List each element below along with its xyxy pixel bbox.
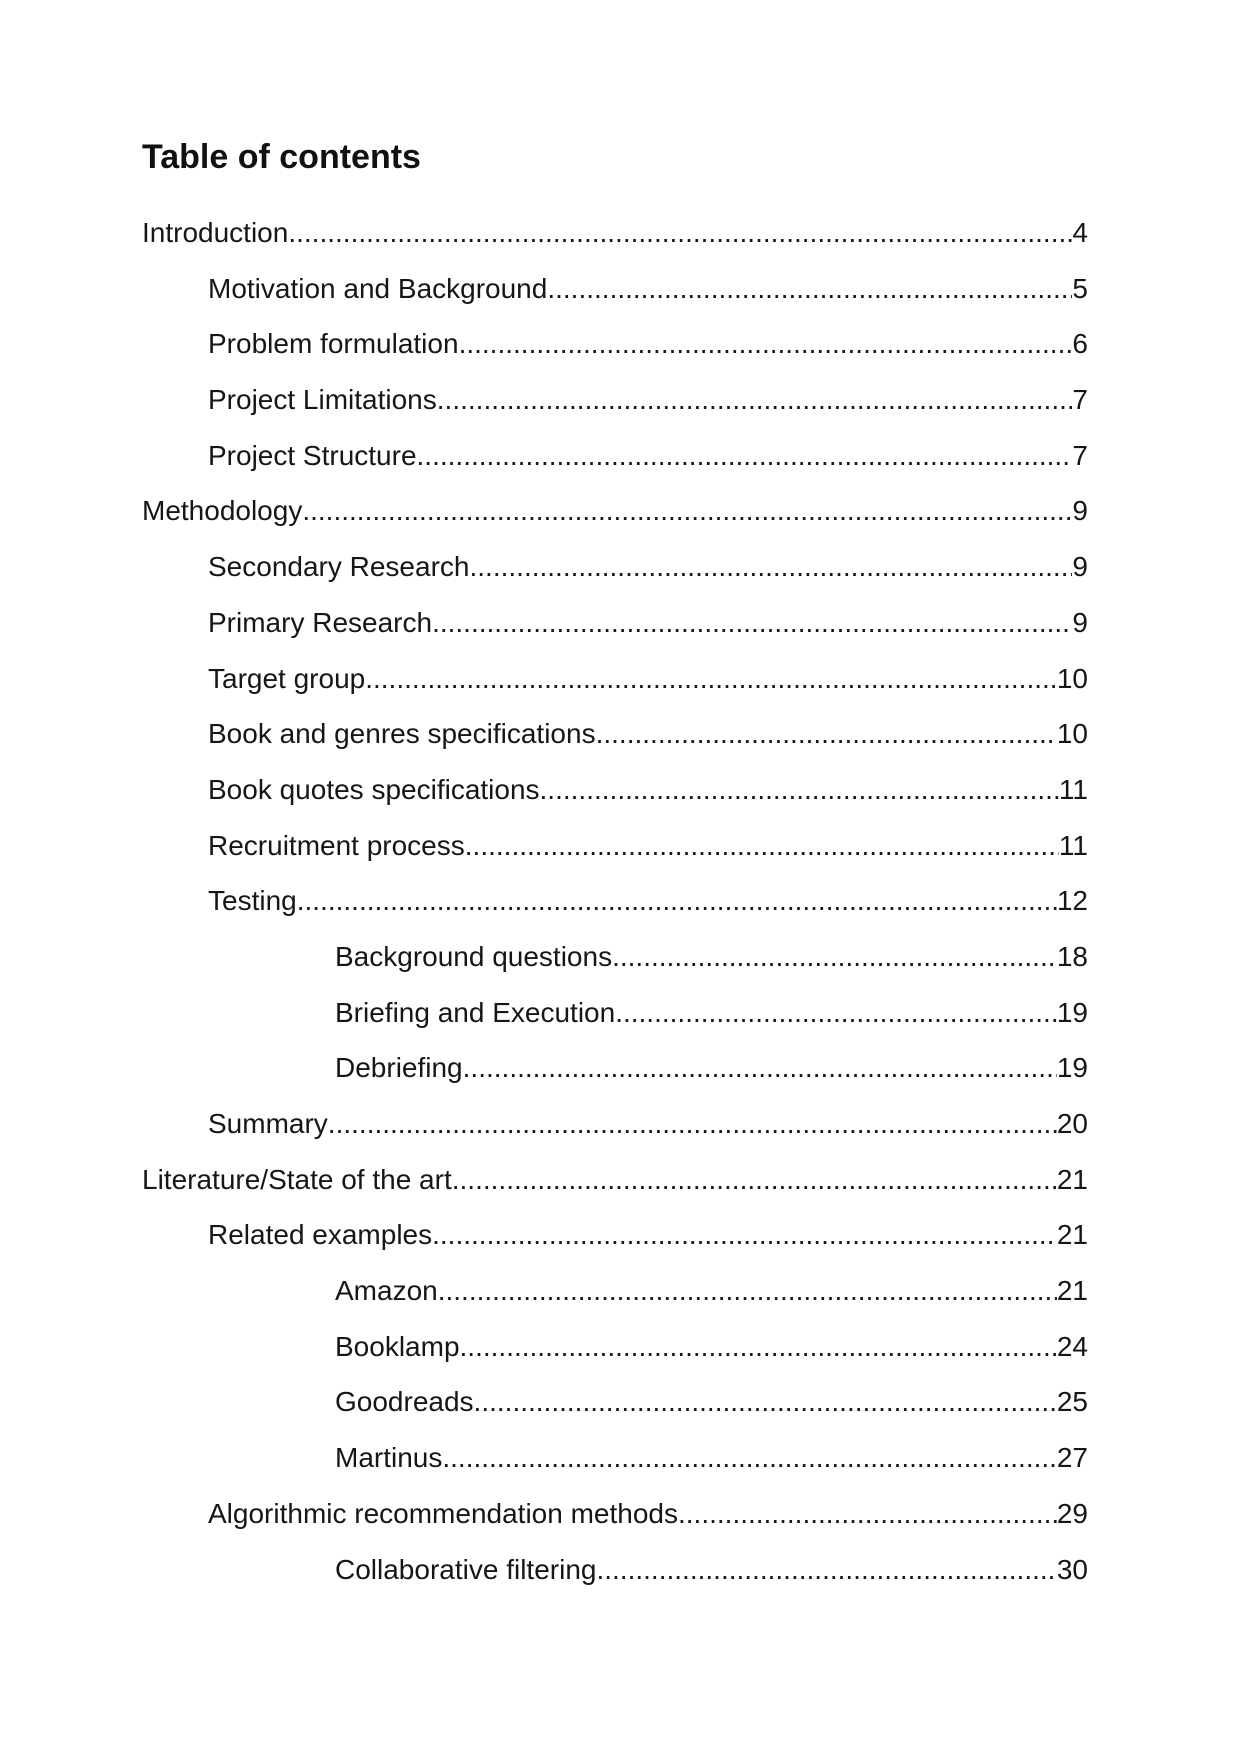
toc-entry-label: Project Limitations (208, 384, 437, 416)
toc-entry-label: Target group (208, 662, 366, 694)
toc-entry-label: Briefing and Execution (335, 996, 616, 1028)
toc-leader-dots (432, 1207, 1057, 1263)
toc-leader-dots (297, 873, 1057, 929)
toc-leader-dots (596, 1542, 1056, 1598)
toc-entry (142, 873, 1088, 929)
toc-leader-dots (365, 651, 1057, 707)
toc-leader-dots (474, 1374, 1057, 1430)
toc-entry (142, 1542, 1088, 1598)
toc-entry-page: 9 (1072, 551, 1088, 583)
toc-entry (142, 1263, 1088, 1319)
toc-entry-label: Recruitment process (208, 829, 465, 861)
toc-entry-page: 6 (1072, 328, 1088, 360)
toc-entry-label: Algorithmic recommendation methods (208, 1497, 678, 1529)
toc-entry (142, 1207, 1088, 1263)
toc-entry-label: Collaborative filtering (335, 1553, 597, 1585)
toc-entry-label: Motivation and Background (208, 272, 548, 304)
toc-entry-label: Project Structure (208, 439, 417, 471)
toc-list (142, 205, 1088, 1597)
toc-entry (142, 706, 1088, 762)
toc-entry (142, 316, 1088, 372)
toc-leader-dots (540, 762, 1059, 818)
toc-leader-dots (437, 372, 1073, 428)
toc-entry (142, 595, 1088, 651)
toc-entry-page: 7 (1072, 439, 1088, 471)
toc-leader-dots (465, 818, 1059, 874)
toc-leader-dots (596, 706, 1057, 762)
toc-entry (142, 1374, 1088, 1430)
toc-leader-dots (463, 1040, 1057, 1096)
toc-leader-dots (288, 205, 1072, 261)
toc-entry (142, 1430, 1088, 1486)
toc-entry-page: 20 (1056, 1108, 1088, 1139)
toc-leader-dots (452, 1152, 1057, 1208)
toc-entry-page: 18 (1056, 940, 1088, 972)
toc-entry-label: Introduction (142, 217, 289, 248)
toc-entry-label: Amazon (335, 1275, 438, 1307)
toc-leader-dots (459, 316, 1073, 372)
toc-entry (142, 205, 1088, 261)
toc-entry-page: 12 (1056, 885, 1088, 917)
toc-entry (142, 929, 1088, 985)
toc-entry-label: Testing (208, 885, 297, 917)
toc-entry-page: 10 (1056, 718, 1088, 750)
toc-leader-dots (615, 985, 1057, 1041)
toc-leader-dots (678, 1486, 1057, 1542)
toc-entry (142, 762, 1088, 818)
toc-entry (142, 483, 1088, 539)
toc-entry-label: Primary Research (208, 606, 433, 638)
toc-entry (142, 818, 1088, 874)
toc-leader-dots (432, 595, 1072, 651)
toc-leader-dots (612, 929, 1057, 985)
toc-entry-page: 19 (1056, 1052, 1088, 1084)
toc-entry-page: 24 (1056, 1330, 1088, 1362)
toc-entry (142, 985, 1088, 1041)
toc-entry (142, 651, 1088, 707)
toc-leader-dots (469, 539, 1072, 595)
toc-leader-dots (438, 1263, 1057, 1319)
toc-leader-dots (547, 261, 1072, 317)
toc-entry-label: Problem formulation (208, 328, 459, 360)
toc-leader-dots (460, 1319, 1057, 1375)
toc-entry-label: Martinus (335, 1442, 443, 1474)
toc-entry-label: Book quotes specifications (208, 773, 540, 805)
toc-entry-label: Debriefing (335, 1052, 463, 1084)
toc-entry-page: 11 (1058, 773, 1088, 805)
toc-entry-label: Background questions (335, 940, 613, 972)
toc-entry-page: 21 (1056, 1275, 1088, 1307)
toc-entry-page: 30 (1056, 1553, 1088, 1585)
toc-entry (142, 539, 1088, 595)
toc-entry-page: 29 (1056, 1497, 1088, 1529)
toc-entry-page: 4 (1072, 217, 1088, 248)
toc-entry (142, 372, 1088, 428)
toc-entry (142, 1096, 1088, 1152)
toc-entry-label: Book and genres specifications (208, 718, 596, 750)
toc-entry-page: 19 (1056, 996, 1088, 1028)
toc-leader-dots (302, 483, 1072, 539)
toc-entry-page: 5 (1072, 272, 1088, 304)
toc-entry (142, 1152, 1088, 1208)
toc-entry-page: 25 (1056, 1386, 1088, 1418)
toc-entry-page: 21 (1056, 1163, 1088, 1195)
toc-leader-dots (417, 428, 1073, 484)
toc-entry-label: Summary (208, 1108, 328, 1139)
toc-entry-page: 9 (1072, 606, 1088, 638)
toc-entry-label: Related examples (208, 1219, 433, 1251)
page-title: Table of contents (142, 138, 421, 176)
toc-entry-label: Booklamp (335, 1330, 460, 1362)
toc-leader-dots (328, 1096, 1057, 1152)
toc-entry-page: 9 (1072, 495, 1088, 527)
toc-entry (142, 261, 1088, 317)
toc-entry-label: Literature/State of the art (142, 1163, 452, 1195)
toc-entry (142, 1040, 1088, 1096)
toc-entry (142, 428, 1088, 484)
toc-entry-page: 21 (1056, 1219, 1088, 1251)
toc-leader-dots (442, 1430, 1056, 1486)
toc-entry-page: 10 (1056, 662, 1088, 694)
toc-entry (142, 1319, 1088, 1375)
toc-entry-page: 11 (1058, 829, 1088, 861)
toc-entry-label: Methodology (142, 495, 303, 527)
toc-entry-label: Secondary Research (208, 551, 470, 583)
toc-entry-page: 7 (1072, 384, 1088, 416)
toc-entry-label: Goodreads (335, 1386, 474, 1418)
toc-entry (142, 1486, 1088, 1542)
toc-entry-page: 27 (1056, 1442, 1088, 1474)
